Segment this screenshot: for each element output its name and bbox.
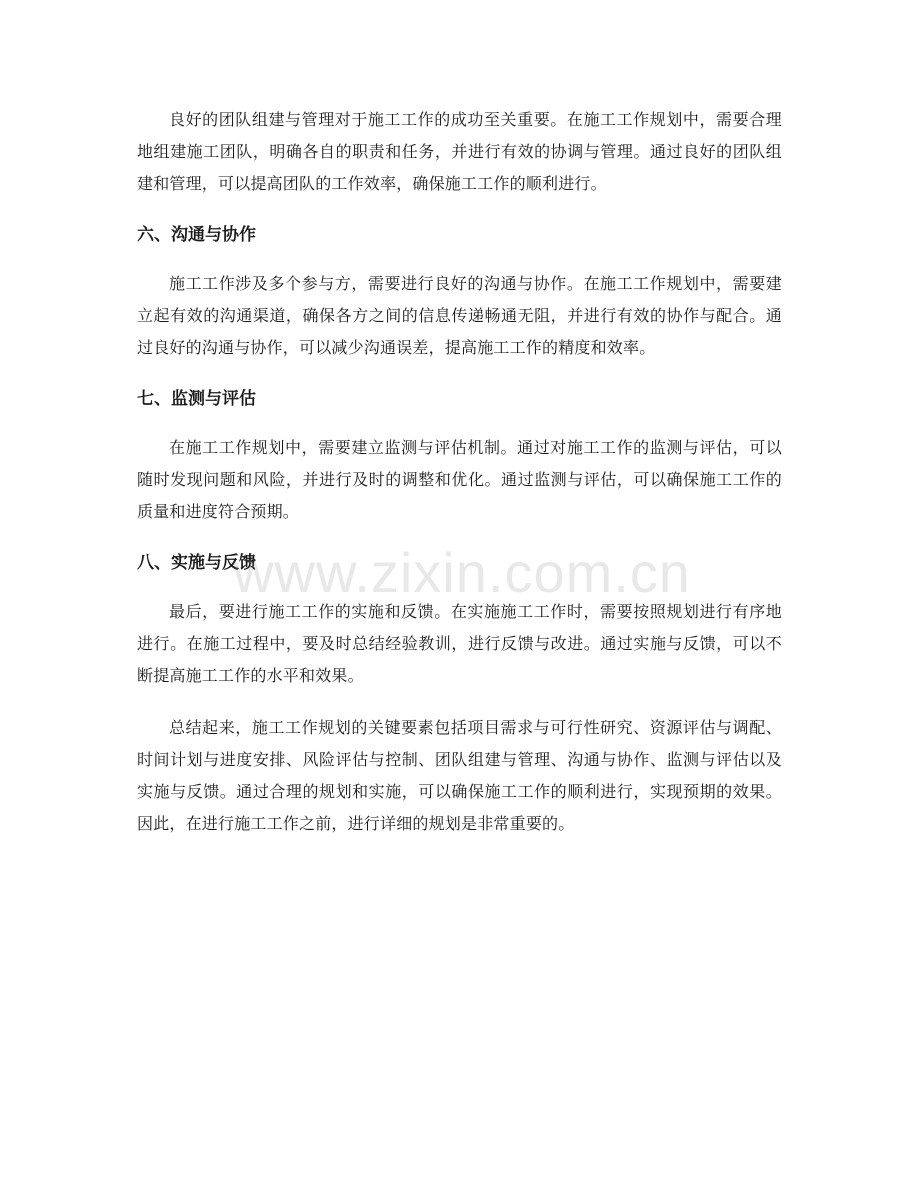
document-body — [137, 104, 782, 860]
intro-paragraph: 良好的团队组建与管理对于施工工作的成功至关重要。在施工工作规划中，需要合理地组建施工团队，明确各自的职责和任务，并进行有效的协调与管理。通过良好的团队组建和管理，可以提高团队的工作效率，确保施工工作的顺利进行。 — [137, 110, 782, 193]
watermark: www.zixin.com.cn — [233, 541, 691, 604]
section-paragraph-monitoring: 在施工工作规划中，需要建立监测与评估机制。通过对施工工作的监测与评估，可以随时发现问题和风险，并进行及时的调整和优化。通过监测与评估，可以确保施工工作的质量和进度符合预期。 — [137, 438, 782, 521]
section-paragraph-communication: 施工工作涉及多个参与方，需要进行良好的沟通与协作。在施工工作规划中，需要建立起有效的沟通渠道，确保各方之间的信息传递畅通无阻，并进行有效的协作与配合。通过良好的沟通与协作，可以减少沟通误差，提高施工工作的精度和效率。 — [137, 274, 782, 357]
summary-paragraph: 总结起来，施工工作规划的关键要素包括项目需求与可行性研究、资源评估与调配、时间计划与进度安排、风险评估与控制、团队组建与管理、沟通与协作、监测与评估以及实施与反馈。通过合理的规划和实施，可以确保施工工作的顺利进行，实现预期的效果。因此，在进行施工工作之前，进行详细的规划是非常重要的。 — [137, 718, 782, 833]
section-paragraph-implementation: 最后，要进行施工工作的实施和反馈。在实施施工工作时，需要按照规划进行有序地进行。在施工过程中，要及时总结经验教训，进行反馈与改进。通过实施与反馈，可以不断提高施工工作的水平和效果。 — [137, 602, 782, 685]
section-heading-implementation: 八、实施与反馈 — [137, 553, 256, 573]
section-heading-communication: 六、沟通与协作 — [137, 225, 256, 245]
section-heading-monitoring: 七、监测与评估 — [137, 389, 256, 409]
